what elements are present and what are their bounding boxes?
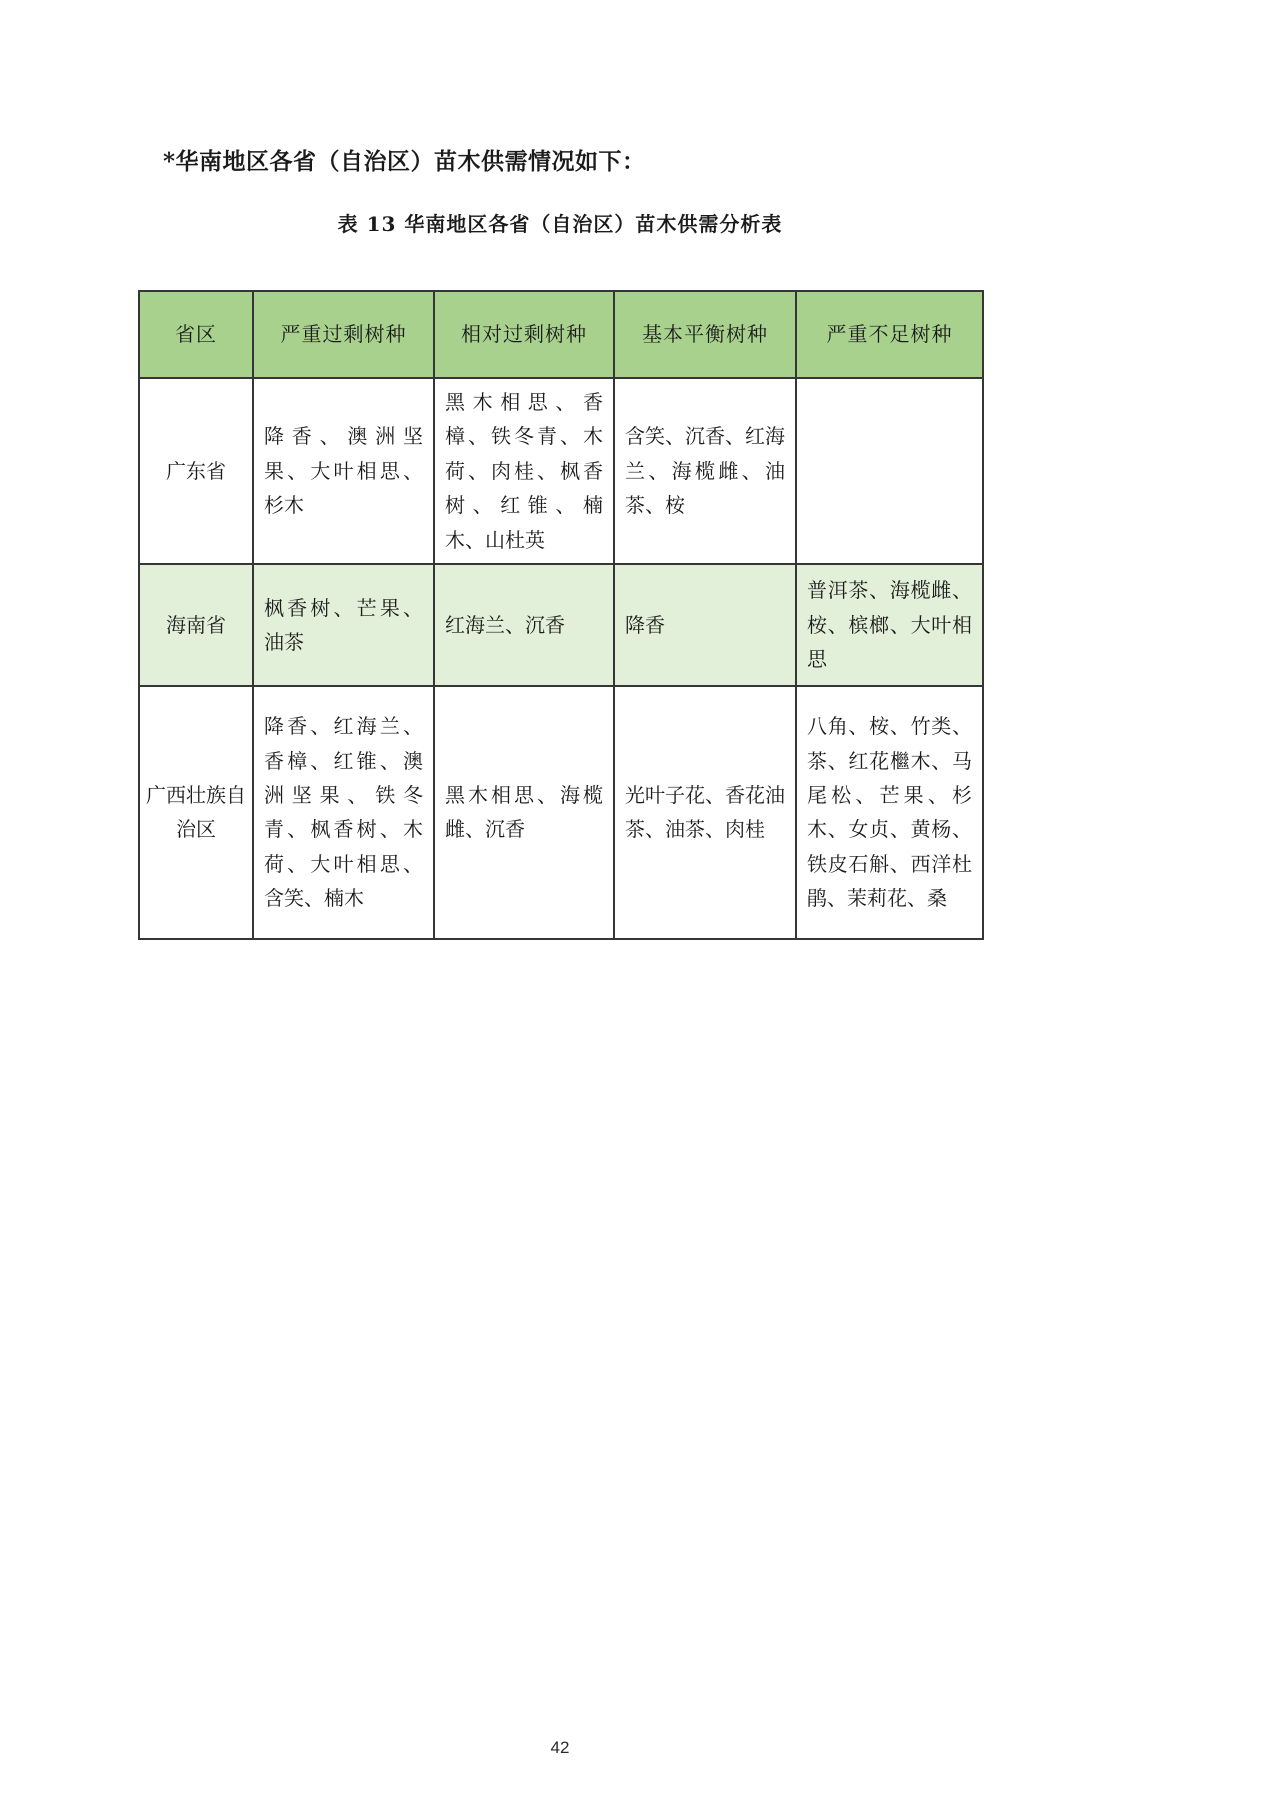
balanced-cell: 含笑、沉香、红海兰、海榄雌、油茶、桉 <box>614 378 796 564</box>
table-row <box>139 686 983 939</box>
column-header-severe-surplus: 严重过剩树种 <box>253 291 434 378</box>
severe-shortage-cell <box>796 378 983 564</box>
column-header-region: 省区 <box>139 291 253 378</box>
severe-surplus-cell: 降香、红海兰、香樟、红锥、澳洲坚果、铁冬青、枫香树、木荷、大叶相思、含笑、楠木 <box>253 686 434 939</box>
relative-surplus-cell: 红海兰、沉香 <box>434 564 614 686</box>
severe-surplus-cell: 枫香树、芒果、油茶 <box>253 564 434 686</box>
column-header-severe-shortage: 严重不足树种 <box>796 291 983 378</box>
region-cell: 海南省 <box>139 564 253 686</box>
relative-surplus-cell: 黑木相思、海榄雌、沉香 <box>434 686 614 939</box>
region-cell: 广东省 <box>139 378 253 564</box>
balanced-cell: 降香 <box>614 564 796 686</box>
severe-shortage-cell: 八角、桉、竹类、茶、红花檵木、马尾松、芒果、杉木、女贞、黄杨、铁皮石斛、西洋杜鹃、茉莉花、桑 <box>796 686 983 939</box>
table-row <box>139 378 983 564</box>
page-number: 42 <box>550 1738 570 1757</box>
table-header-row <box>139 291 983 378</box>
severe-shortage-cell: 普洱茶、海榄雌、桉、槟榔、大叶相思 <box>796 564 983 686</box>
column-header-balanced: 基本平衡树种 <box>614 291 796 378</box>
region-cell: 广西壮族自治区 <box>139 686 253 939</box>
severe-surplus-cell: 降香、澳洲坚果、大叶相思、杉木 <box>253 378 434 564</box>
table-title: 表 13 华南地区各省（自治区）苗木供需分析表 <box>337 212 783 236</box>
balanced-cell: 光叶子花、香花油茶、油茶、肉桂 <box>614 686 796 939</box>
intro-heading: *华南地区各省（自治区）苗木供需情况如下： <box>163 148 646 175</box>
table-row <box>139 564 983 686</box>
supply-demand-table <box>138 290 984 940</box>
column-header-relative-surplus: 相对过剩树种 <box>434 291 614 378</box>
relative-surplus-cell: 黑木相思、香樟、铁冬青、木荷、肉桂、枫香树、红锥、楠木、山杜英 <box>434 378 614 564</box>
